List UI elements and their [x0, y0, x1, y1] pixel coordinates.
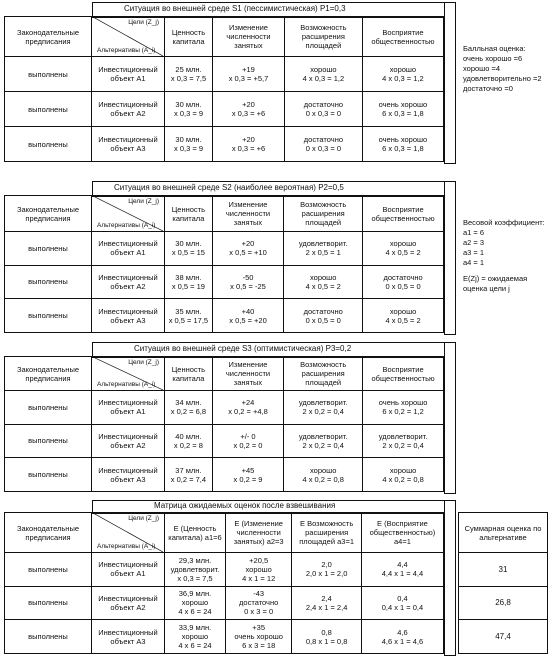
- value-cell: очень хорошо 6 x 0,3 = 1,8: [362, 127, 443, 162]
- value-cell: +19 x 0,3 = +5,7: [213, 57, 285, 92]
- cond-header: Законодательные предписания: [5, 196, 92, 232]
- scale-legend-item: достаточно =0: [463, 84, 513, 93]
- cond-cell: выполнены: [5, 299, 92, 333]
- scenario-block-2: [4, 181, 456, 336]
- goal-label: Цели (Z_j): [128, 515, 159, 522]
- weights-note: E(Zj) = ожидаемая оценка цели j: [463, 274, 528, 293]
- value-cell: +45 x 0,2 = 9: [212, 458, 283, 492]
- value-cell: хорошо 4 x 0,2 = 0,8: [284, 458, 363, 492]
- cond-cell: выполнены: [5, 391, 92, 425]
- cond-cell: выполнены: [5, 265, 92, 299]
- cond-cell: выполнены: [5, 127, 92, 162]
- value-cell: хорошо 4 x 0,5 = 2: [363, 299, 444, 333]
- col-header: Изменение численности занятых: [212, 357, 283, 391]
- scenario-title: Ситуация во внешней среде S1 (пессимистическая) P1=0,3: [124, 4, 346, 13]
- col-header: Изменение численности занятых: [212, 196, 283, 232]
- scale-legend: [463, 44, 551, 94]
- value-cell: хорошо 4 x 0,3 = 1,2: [284, 57, 362, 92]
- alt-cell: Инвестиционный объект A1: [92, 57, 165, 92]
- value-cell: удовлетворит. 2 x 0,5 = 1: [284, 232, 363, 266]
- cond-cell: выполнены: [5, 458, 92, 492]
- cond-cell: выполнены: [5, 586, 92, 620]
- cond-cell: выполнены: [5, 553, 92, 587]
- col-header: Восприятие общественностью: [363, 357, 444, 391]
- alt-cell: Инвестиционный объект A3: [92, 299, 165, 333]
- value-cell: 38 млн. x 0,5 = 19: [165, 265, 213, 299]
- value-cell: 2,4 2,4 x 1 = 2,4: [292, 586, 362, 620]
- matrix-block: [4, 500, 456, 657]
- matrix-table: [4, 512, 444, 654]
- sum-cell: 47,4: [459, 620, 548, 654]
- value-cell: 30 млн. x 0,5 = 15: [165, 232, 213, 266]
- value-cell: +20 x 0,3 = +6: [213, 92, 285, 127]
- alt-label: Альтернативы (A_i): [97, 381, 156, 388]
- matrix-title: Матрица ожидаемых оценок после взвешивания: [154, 501, 336, 510]
- col-header: E (Восприятие общественностью) a4=1: [361, 513, 443, 553]
- cond-cell: выполнены: [5, 424, 92, 458]
- scale-legend-item: очень хорошо =6: [463, 54, 523, 63]
- cond-header: Законодательные предписания: [5, 513, 92, 553]
- cond-cell: выполнены: [5, 92, 92, 127]
- value-cell: хорошо 4 x 0,5 = 2: [363, 232, 444, 266]
- alt-cell: Инвестиционный объект A2: [92, 586, 165, 620]
- col-header: E (Изменение численности занятых) a2=3: [225, 513, 291, 553]
- alt-cell: Инвестиционный объект A2: [92, 92, 165, 127]
- value-cell: 34 млн. x 0,2 = 6,8: [165, 391, 213, 425]
- value-cell: 29,3 млн. удовлетворит. x 0,3 = 7,5: [165, 553, 226, 587]
- scale-legend-title: Балльная оценка:: [463, 44, 526, 53]
- scenario-table: [4, 16, 444, 162]
- value-cell: +20 x 0,5 = +10: [212, 232, 283, 266]
- value-cell: достаточно 0 x 0,5 = 0: [363, 265, 444, 299]
- value-cell: 40 млн. x 0,2 = 8: [165, 424, 213, 458]
- value-cell: 2,0 2,0 x 1 = 2,0: [292, 553, 362, 587]
- value-cell: 4,6 4,6 x 1 = 4,6: [361, 620, 443, 654]
- value-cell: удовлетворит. 2 x 0,2 = 0,4: [284, 424, 363, 458]
- value-cell: 33,9 млн. хорошо 4 x 6 = 24: [165, 620, 226, 654]
- value-cell: достаточно 0 x 0,3 = 0: [284, 92, 362, 127]
- cond-cell: выполнены: [5, 57, 92, 92]
- alt-label: Альтернативы (A_i): [97, 543, 156, 550]
- value-cell: 4,4 4,4 x 1 = 4,4: [361, 553, 443, 587]
- value-cell: достаточно 0 x 0,3 = 0: [284, 127, 362, 162]
- alt-cell: Инвестиционный объект A3: [92, 458, 165, 492]
- corner-cell: [92, 357, 165, 391]
- value-cell: -43 достаточно 0 x 3 = 0: [225, 586, 291, 620]
- value-cell: +24 x 0,2 = +4,8: [212, 391, 283, 425]
- sum-cell: 26,8: [459, 586, 548, 620]
- scenario-block-3: [4, 342, 456, 495]
- weight-item: a3 = 1: [463, 248, 485, 257]
- alt-cell: Инвестиционный объект A1: [92, 391, 165, 425]
- value-cell: 30 млн. x 0,3 = 9: [165, 127, 213, 162]
- sum-table: [458, 512, 548, 654]
- weight-item: a1 = 6: [463, 228, 485, 237]
- scale-legend-item: хорошо =4: [463, 64, 501, 73]
- value-cell: 25 млн. x 0,3 = 7,5: [165, 57, 213, 92]
- value-cell: -50 x 0,5 = -25: [212, 265, 283, 299]
- corner-cell: [92, 17, 165, 57]
- col-header: Возможность расширения площадей: [284, 196, 363, 232]
- col-header: Ценность капитала: [165, 196, 213, 232]
- weights-legend-title: Весовой коэффициент:: [463, 218, 545, 227]
- alt-cell: Инвестиционный объект A1: [92, 553, 165, 587]
- value-cell: хорошо 4 x 0,3 = 1,2: [362, 57, 443, 92]
- goal-label: Цели (Z_j): [128, 198, 159, 205]
- cond-cell: выполнены: [5, 620, 92, 654]
- scale-legend-item: удовлетворительно =2: [463, 74, 542, 83]
- value-cell: 35 млн. x 0,5 = 17,5: [165, 299, 213, 333]
- value-cell: 0,8 0,8 x 1 = 0,8: [292, 620, 362, 654]
- sum-header: Суммарная оценка по альтернативе: [459, 513, 548, 553]
- value-cell: очень хорошо 6 x 0,2 = 1,2: [363, 391, 444, 425]
- value-cell: удовлетворит. 2 x 0,2 = 0,4: [284, 391, 363, 425]
- alt-label: Альтернативы (A_i): [97, 222, 156, 229]
- value-cell: +20 x 0,3 = +6: [213, 127, 285, 162]
- alt-cell: Инвестиционный объект A3: [92, 127, 165, 162]
- col-header: E (Ценность капитала) a1=6: [165, 513, 226, 553]
- col-header: Восприятие общественностью: [362, 17, 443, 57]
- value-cell: +/- 0 x 0,2 = 0: [212, 424, 283, 458]
- col-header: E Возможность расширения площадей a3=1: [292, 513, 362, 553]
- value-cell: хорошо 4 x 0,2 = 0,8: [363, 458, 444, 492]
- weight-item: a4 = 1: [463, 258, 485, 267]
- cond-header: Законодательные предписания: [5, 357, 92, 391]
- scenario-table: [4, 195, 444, 333]
- value-cell: очень хорошо 6 x 0,3 = 1,8: [362, 92, 443, 127]
- cond-header: Законодательные предписания: [5, 17, 92, 57]
- value-cell: +20,5 хорошо 4 x 1 = 12: [225, 553, 291, 587]
- sum-cell: 31: [459, 553, 548, 587]
- scenario-title: Ситуация во внешней среде S3 (оптимистическая) P3=0,2: [134, 344, 352, 353]
- corner-cell: [92, 196, 165, 232]
- value-cell: удовлетворит. 2 x 0,2 = 0,4: [363, 424, 444, 458]
- cond-cell: выполнены: [5, 232, 92, 266]
- value-cell: 0,4 0,4 x 1 = 0,4: [361, 586, 443, 620]
- col-header: Ценность капитала: [165, 17, 213, 57]
- col-header: Изменение численности занятых: [213, 17, 285, 57]
- weight-item: a2 = 3: [463, 238, 485, 247]
- value-cell: +40 x 0,5 = +20: [212, 299, 283, 333]
- value-cell: хорошо 4 x 0,5 = 2: [284, 265, 363, 299]
- alt-cell: Инвестиционный объект A1: [92, 232, 165, 266]
- alt-cell: Инвестиционный объект A3: [92, 620, 165, 654]
- value-cell: 37 млн. x 0,2 = 7,4: [165, 458, 213, 492]
- corner-cell: [92, 513, 165, 553]
- col-header: Ценность капитала: [165, 357, 213, 391]
- value-cell: +35 очень хорошо 6 x 3 = 18: [225, 620, 291, 654]
- scenario-title: Ситуация во внешней среде S2 (наиболее вероятная) P2=0,5: [114, 183, 344, 192]
- goal-label: Цели (Z_j): [128, 359, 159, 366]
- value-cell: 30 млн. x 0,3 = 9: [165, 92, 213, 127]
- goal-label: Цели (Z_j): [128, 19, 159, 26]
- alt-cell: Инвестиционный объект A2: [92, 424, 165, 458]
- value-cell: достаточно 0 x 0,5 = 0: [284, 299, 363, 333]
- scenario-table: [4, 356, 444, 492]
- col-header: Восприятие общественностью: [363, 196, 444, 232]
- weights-legend: [463, 218, 551, 294]
- value-cell: 36,9 млн. хорошо 4 x 6 = 24: [165, 586, 226, 620]
- col-header: Возможность расширения площадей: [284, 17, 362, 57]
- alt-cell: Инвестиционный объект A2: [92, 265, 165, 299]
- scenario-block-1: [4, 2, 456, 165]
- alt-label: Альтернативы (A_i): [97, 47, 156, 54]
- col-header: Возможность расширения площадей: [284, 357, 363, 391]
